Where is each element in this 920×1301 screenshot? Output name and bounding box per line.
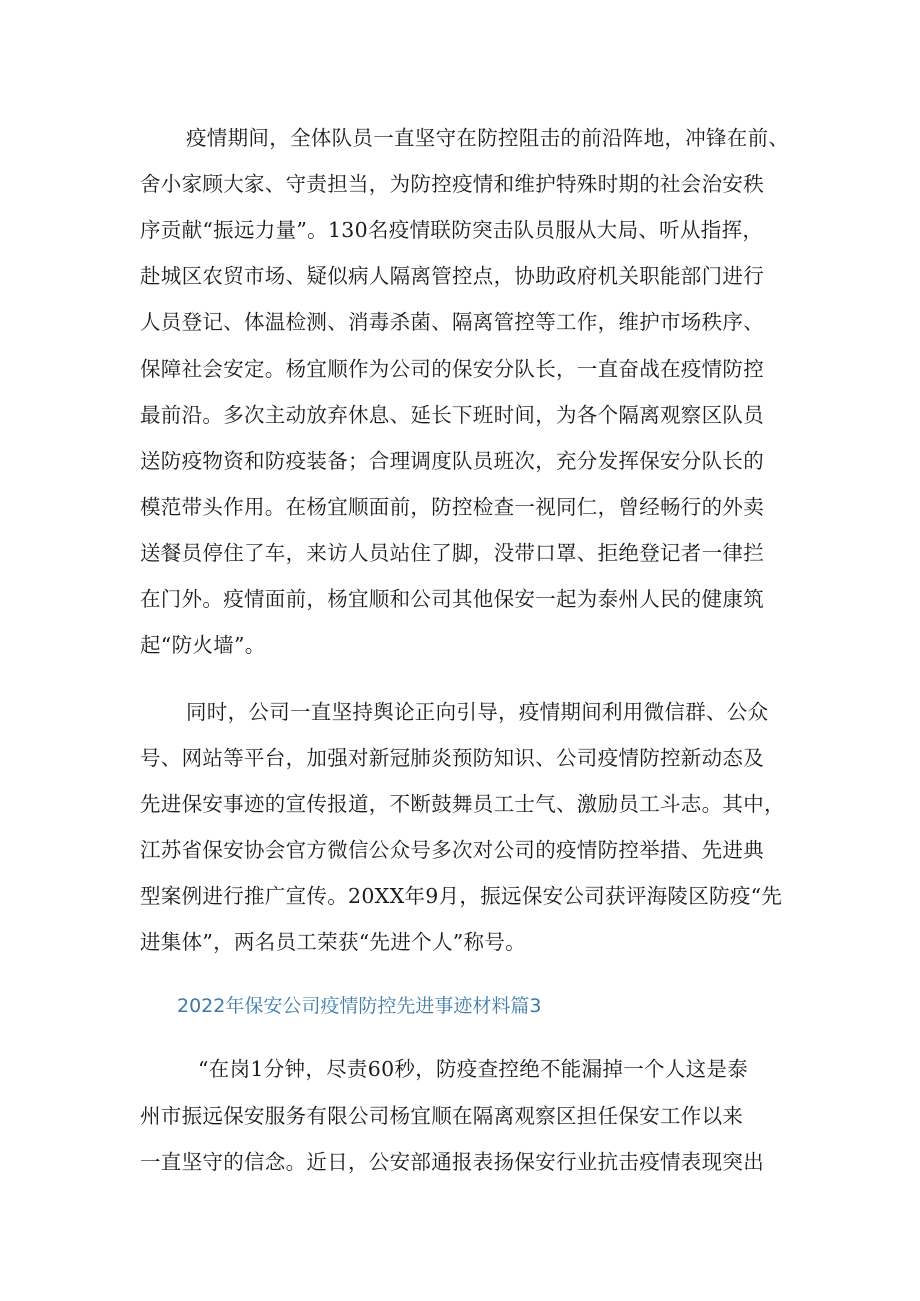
paragraph-1-line: 送餐员停住了车，来访人员站住了脚，没带口罩、拒绝登记者一律拦 bbox=[140, 541, 764, 565]
paragraph-2-line: 号、网站等平台，加强对新冠肺炎预防知识、公司疫情防控新动态及 bbox=[140, 746, 764, 770]
paragraph-1-line: 疫情期间，全体队员一直坚守在防控阻击的前沿阵地，冲锋在前、 bbox=[186, 126, 790, 150]
paragraph-1-line: 最前沿。多次主动放弃休息、延长下班时间，为各个隔离观察区队员 bbox=[140, 403, 764, 427]
paragraph-1-line: 起“防火墙”。 bbox=[140, 633, 266, 657]
paragraph-2-line: 型案例进行推广宣传。20XX年9月，振远保安公司获评海陵区防疫“先 bbox=[140, 884, 783, 908]
paragraph-2-line: 江苏省保安协会官方微信公众号多次对公司的疫情防控举措、先进典 bbox=[140, 838, 764, 862]
paragraph-3-line: 州市振远保安服务有限公司杨宜顺在隔离观察区担任保安工作以来 bbox=[140, 1104, 744, 1128]
paragraph-1-line: 人员登记、体温检测、消毒杀菌、隔离管控等工作，维护市场秩序、 bbox=[140, 310, 764, 334]
paragraph-1-line: 在门外。疫情面前，杨宜顺和公司其他保安一起为泰州人民的健康筑 bbox=[140, 587, 764, 611]
paragraph-1-line: 赴城区农贸市场、疑似病人隔离管控点，协助政府机关职能部门进行 bbox=[140, 264, 764, 288]
paragraph-2-line: 先进保安事迹的宣传报道，不断鼓舞员工士气、激励员工斗志。其中， bbox=[140, 792, 785, 816]
paragraph-1-line: 模范带头作用。在杨宜顺面前，防控检查一视同仁，曾经畅行的外卖 bbox=[140, 495, 764, 519]
paragraph-1-line: 保障社会安定。杨宜顺作为公司的保安分队长，一直奋战在疫情防控 bbox=[140, 357, 764, 381]
section-heading: 2022年保安公司疫情防控先进事迹材料篇3 bbox=[177, 995, 542, 1017]
paragraph-1-line: 送防疫物资和防疫装备；合理调度队员班次，充分发挥保安分队长的 bbox=[140, 449, 764, 473]
paragraph-3-line: 一直坚守的信念。近日，公安部通报表扬保安行业抗击疫情表现突出 bbox=[140, 1150, 764, 1174]
paragraph-2-line: 同时，公司一直坚持舆论正向引导，疫情期间利用微信群、公众 bbox=[186, 700, 769, 724]
paragraph-3-line: “在岗1分钟，尽责60秒，防疫查控绝不能漏掉一个人这是泰 bbox=[198, 1057, 749, 1081]
paragraph-1-line: 序贡献“振远力量”。130名疫情联防突击队员服从大局、听从指挥， bbox=[140, 218, 764, 242]
paragraph-1-line: 舍小家顾大家、守责担当，为防控疫情和维护特殊时期的社会治安秩 bbox=[140, 172, 764, 196]
paragraph-2-line: 进集体”，两名员工荣获“先进个人”称号。 bbox=[140, 930, 526, 954]
